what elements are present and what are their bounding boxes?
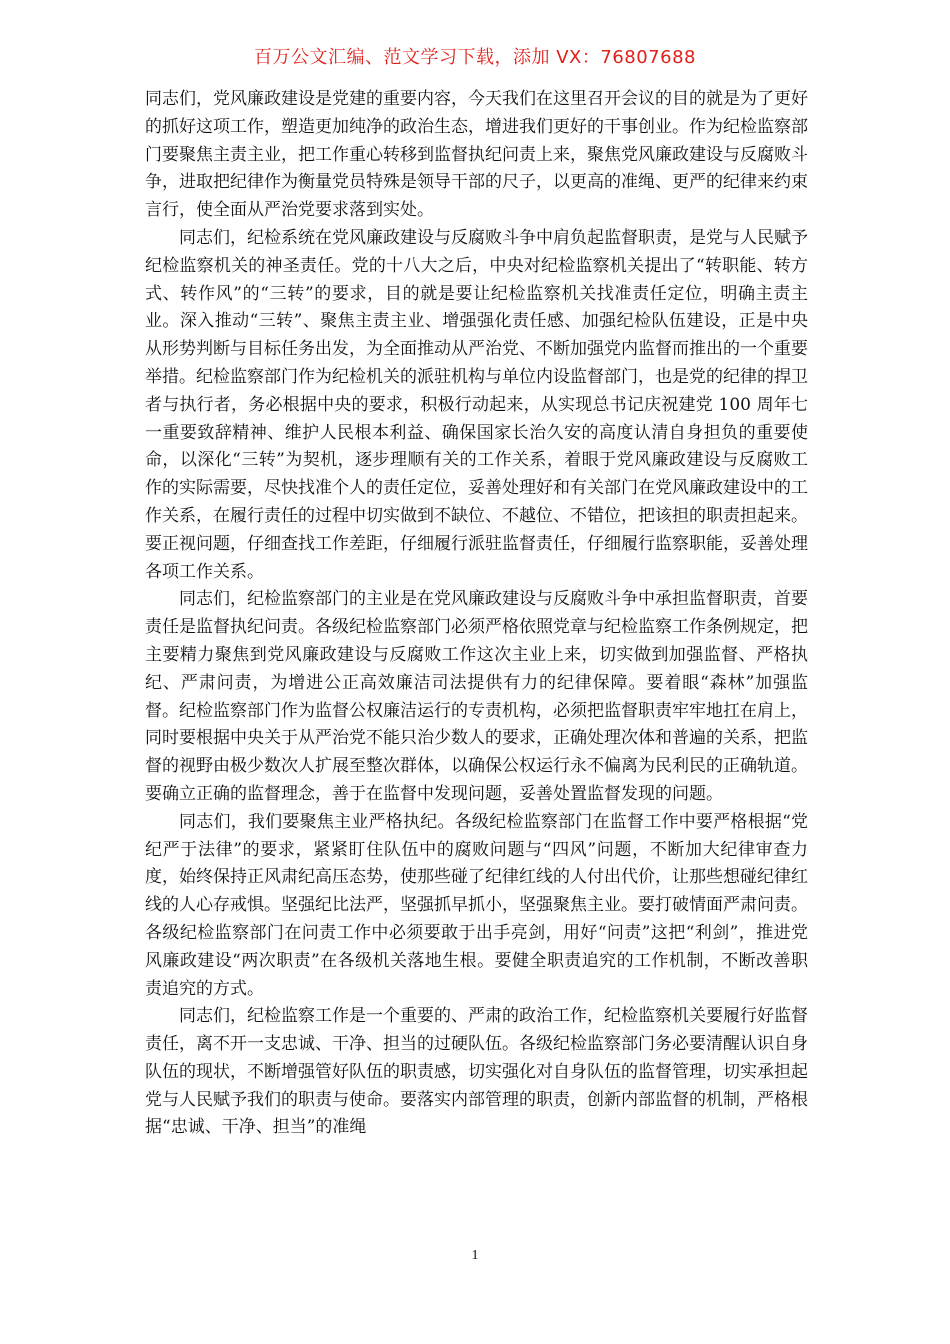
paragraph-4: 同志们，我们要聚焦主业严格执纪。各级纪检监察部门在监督工作中要严格根据“党纪严于法律”的要求，紧紧盯住队伍中的腐败问题与“四风”问题，不断加大纪律审查力度，始终保持正风肃纪高压态势，使那些碰了纪律红线的人付出代价，让那些想碰纪律红线的人心存戒惧。坚强纪比法严，坚强抓早抓小，坚强聚焦主业。要打破情面严肃问责。各级纪检监察部门在问责工作中必须要敢于出手亮剑，用好“问责”这把“利剑”，推进党风廉政建设“两次职责”在各级机关落地生根。要健全职责追究的工作机制，不断改善职责追究的方式。 — [145, 811, 808, 999]
header-banner: 百万公文汇编、范文学习下载，添加 VX：76807688 — [254, 47, 696, 68]
paragraph-3: 同志们，纪检监察部门的主业是在党风廉政建设与反腐败斗争中承担监督职责，首要责任是监督执纪问责。各级纪检监察部门必须严格依照党章与纪检监察工作条例规定，把主要精力聚焦到党风廉政建设与反腐败工作这次主业上来，切实做到加强监督、严格执纪、严肃问责，为增进公正高效廉洁司法提供有力的纪律保障。要着眼“森林”加强监督。纪检监察部门作为监督公权廉洁运行的专责机构，必须把监督职责牢牢地扛在肩上，同时要根据中央关于从严治党不能只治少数人的要求，正确处理次体和普遍的关系，把监督的视野由极少数次人扩展至整次群体，以确保公权运行永不偏离为民利民的正确轨道。要确立正确的监督理念，善于在监督中发现问题，妥善处置监督发现的问题。 — [145, 589, 808, 804]
body-text — [145, 86, 808, 1142]
paragraph-2: 同志们，纪检系统在党风廉政建设与反腐败斗争中肩负起监督职责，是党与人民赋予纪检监察机关的神圣责任。党的十八大之后，中央对纪检监察机关提出了“转职能、转方式、转作风”的“三转”的要求，目的就是要让纪检监察机关找准责任定位，明确主责主业。深入推动“三转”、聚焦主责主业、增强强化责任感、加强纪检队伍建设，正是中央从形势判断与目标任务出发，为全面推动从严治党、不断加强党内监督而推出的一个重要举措。纪检监察部门作为纪检机关的派驻机构与单位内设监督部门，也是党的纪律的捍卫者与执行者，务必根据中央的要求，积极行动起来，从实现总书记庆祝建党 100 周年七一重要致辞精神、维护人民根本利益、确保国家长治久安的高度认清自身担负的重要使命，以深化“三转”为契机，逐步理顺有关的工作关系，着眼于党风廉政建设与反腐败工作的实际需要，尽快找准个人的责任定位，妥善处理好和有关部门在党风廉政建设中的工作关系，在履行责任的过程中切实做到不缺位、不越位、不错位，把该担的职责担起来。要正视问题，仔细查找工作差距，仔细履行派驻监督责任，仔细履行监察职能，妥善处理各项工作关系。 — [145, 227, 808, 582]
paragraph-5: 同志们，纪检监察工作是一个重要的、严肃的政治工作，纪检监察机关要履行好监督责任，离不开一支忠诚、干净、担当的过硬队伍。各级纪检监察部门务必要清醒认识自身队伍的现状，不断增强管好队伍的职责感，切实强化对自身队伍的监督管理，切实承担起党与人民赋予我们的职责与使命。要落实内部管理的职责，创新内部监督的机制，严格根据“忠诚、干净、担当”的准绳 — [145, 1006, 808, 1138]
paragraph-1: 同志们，党风廉政建设是党建的重要内容，今天我们在这里召开会议的目的就是为了更好的抓好这项工作，塑造更加纯净的政治生态，增进我们更好的干事创业。作为纪检监察部门要聚焦主责主业，把工作重心转移到监督执纪问责上来，聚焦党风廉政建设与反腐败斗争，进取把纪律作为衡量党员特殊是领导干部的尺子，以更高的准绳、更严的纪律来约束言行，使全面从严治党要求落到实处。 — [145, 89, 808, 221]
page-number: 1 — [471, 1248, 479, 1263]
